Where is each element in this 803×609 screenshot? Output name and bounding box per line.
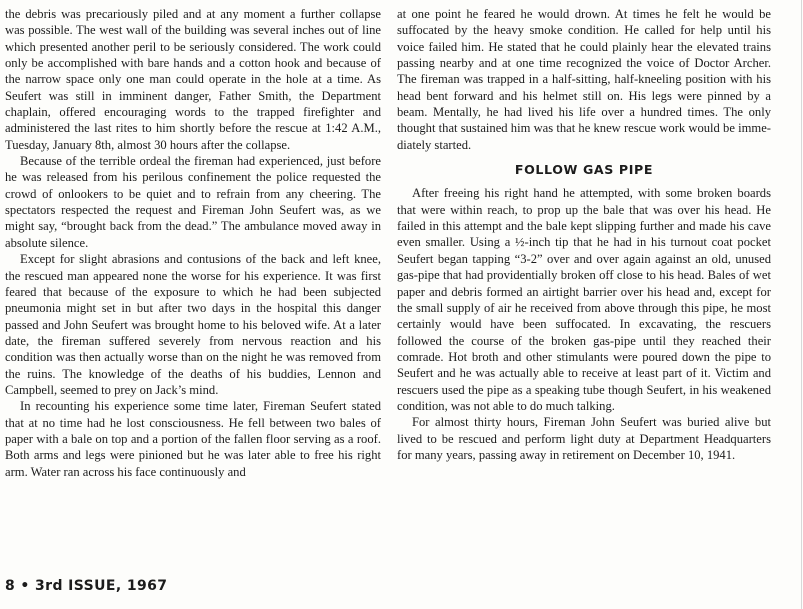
section-heading: FOLLOW GAS PIPE bbox=[514, 162, 654, 178]
right-column bbox=[397, 6, 771, 463]
page-edge-rule bbox=[801, 0, 802, 609]
paragraph: For almost thirty hours, Fireman John Seufert was buried alive but lived to be rescued and perform light duty at Department Headquarters for many years, passing away in retirement on December 10, 1941. bbox=[397, 415, 771, 462]
left-column bbox=[5, 6, 381, 480]
paragraph: After freeing his right hand he attempted, with some broken boards that were within reach, to prop up the bale that was over his head. He failed in this attempt and the bale kept slipping further and made his cave even smaller. Using a ½-inch tip that he had in his turnout coat pocket Seufert began tapping “3-2” over and over again against an old, unused gas-pipe that had providentially broken off close to his head. Bales of wet paper and debris formed an airtight barrier over his head and, except for the small supply of air he received from above through this pipe, he most certainly would have been suffocated. In excavating, the rescuers followed the course of the broken gas-pipe until they reached their comrade. Hot broth and other stimulants were poured down the pipe to Seufert and he was actually able to receive at least part of it. Victim and rescuers used the pipe as a speaking tube though Seufert, in his weakened condition, was not able to do much talking. bbox=[397, 186, 771, 413]
page-footer: 8 • 3rd ISSUE, 1967 bbox=[5, 578, 168, 594]
paragraph: In recounting his experience some time later, Fireman Seufert stated that at no time had he lost consciousness. He fell between two bales of paper with a bale on top and a portion of the fallen floor serving as a roof. Both arms and legs were pinioned but he was later able to free his right arm. Water ran across his face continuously and bbox=[5, 399, 381, 479]
paragraph: Because of the terrible ordeal the fireman had experienced, just before he was released from his perilous confinement the police requested the crowd of onlookers to be quiet and to refrain from any cheering. The spectators respected the request and Fireman John Seufert was, as we might say, “brought back from the dead.” The ambulance moved away in absolute silence. bbox=[5, 154, 381, 250]
paragraph: Except for slight abrasions and contusions of the back and left knee, the rescued man appeared none the worse for his experience. It was first feared that because of the exposure to which he had been subjected pneumonia might set in but after two days in the hospital this danger passed and John Seufert was brought home to his beloved wife. At a later date, the fireman suffered severely from nervous reaction and his condition was then actually worse than on the night he was removed from the ruins. The knowledge of the deaths of his buddies, Lennon and Campbell, seemed to prey on Jack’s mind. bbox=[5, 252, 381, 397]
paragraph: at one point he feared he would drown. At times he felt he would be suffocated by the heavy smoke condition. He called for help until his voice failed him. He stated that he could plainly hear the elevated trains passing nearby and at one time recognized the voice of Doctor Archer. The fireman was trapped in a half-sitting, half-kneeling position with his head bent forward and his helmet still on. His legs were pinned by a beam. Mentally, he had lived his life over a hundred times. The only thought that sustained him was that he knew rescue work would be immediately started. bbox=[397, 7, 771, 152]
paragraph: the debris was precariously piled and at any moment a further collapse was possible. The west wall of the building was several inches out of line which presented another peril to be seriously considered. The work could only be accomplished with bare hands and a cotton hook and because of the narrow space only one man could operate in the hole at a time. As Seufert was still in imminent danger, Father Smith, the Department chaplain, offered encouraging words to the trapped firefighter and administered the last rites to him shortly before the rescue at 1:42 A.M., Tuesday, January 8th, almost 30 hours after the collapse. bbox=[5, 7, 381, 152]
